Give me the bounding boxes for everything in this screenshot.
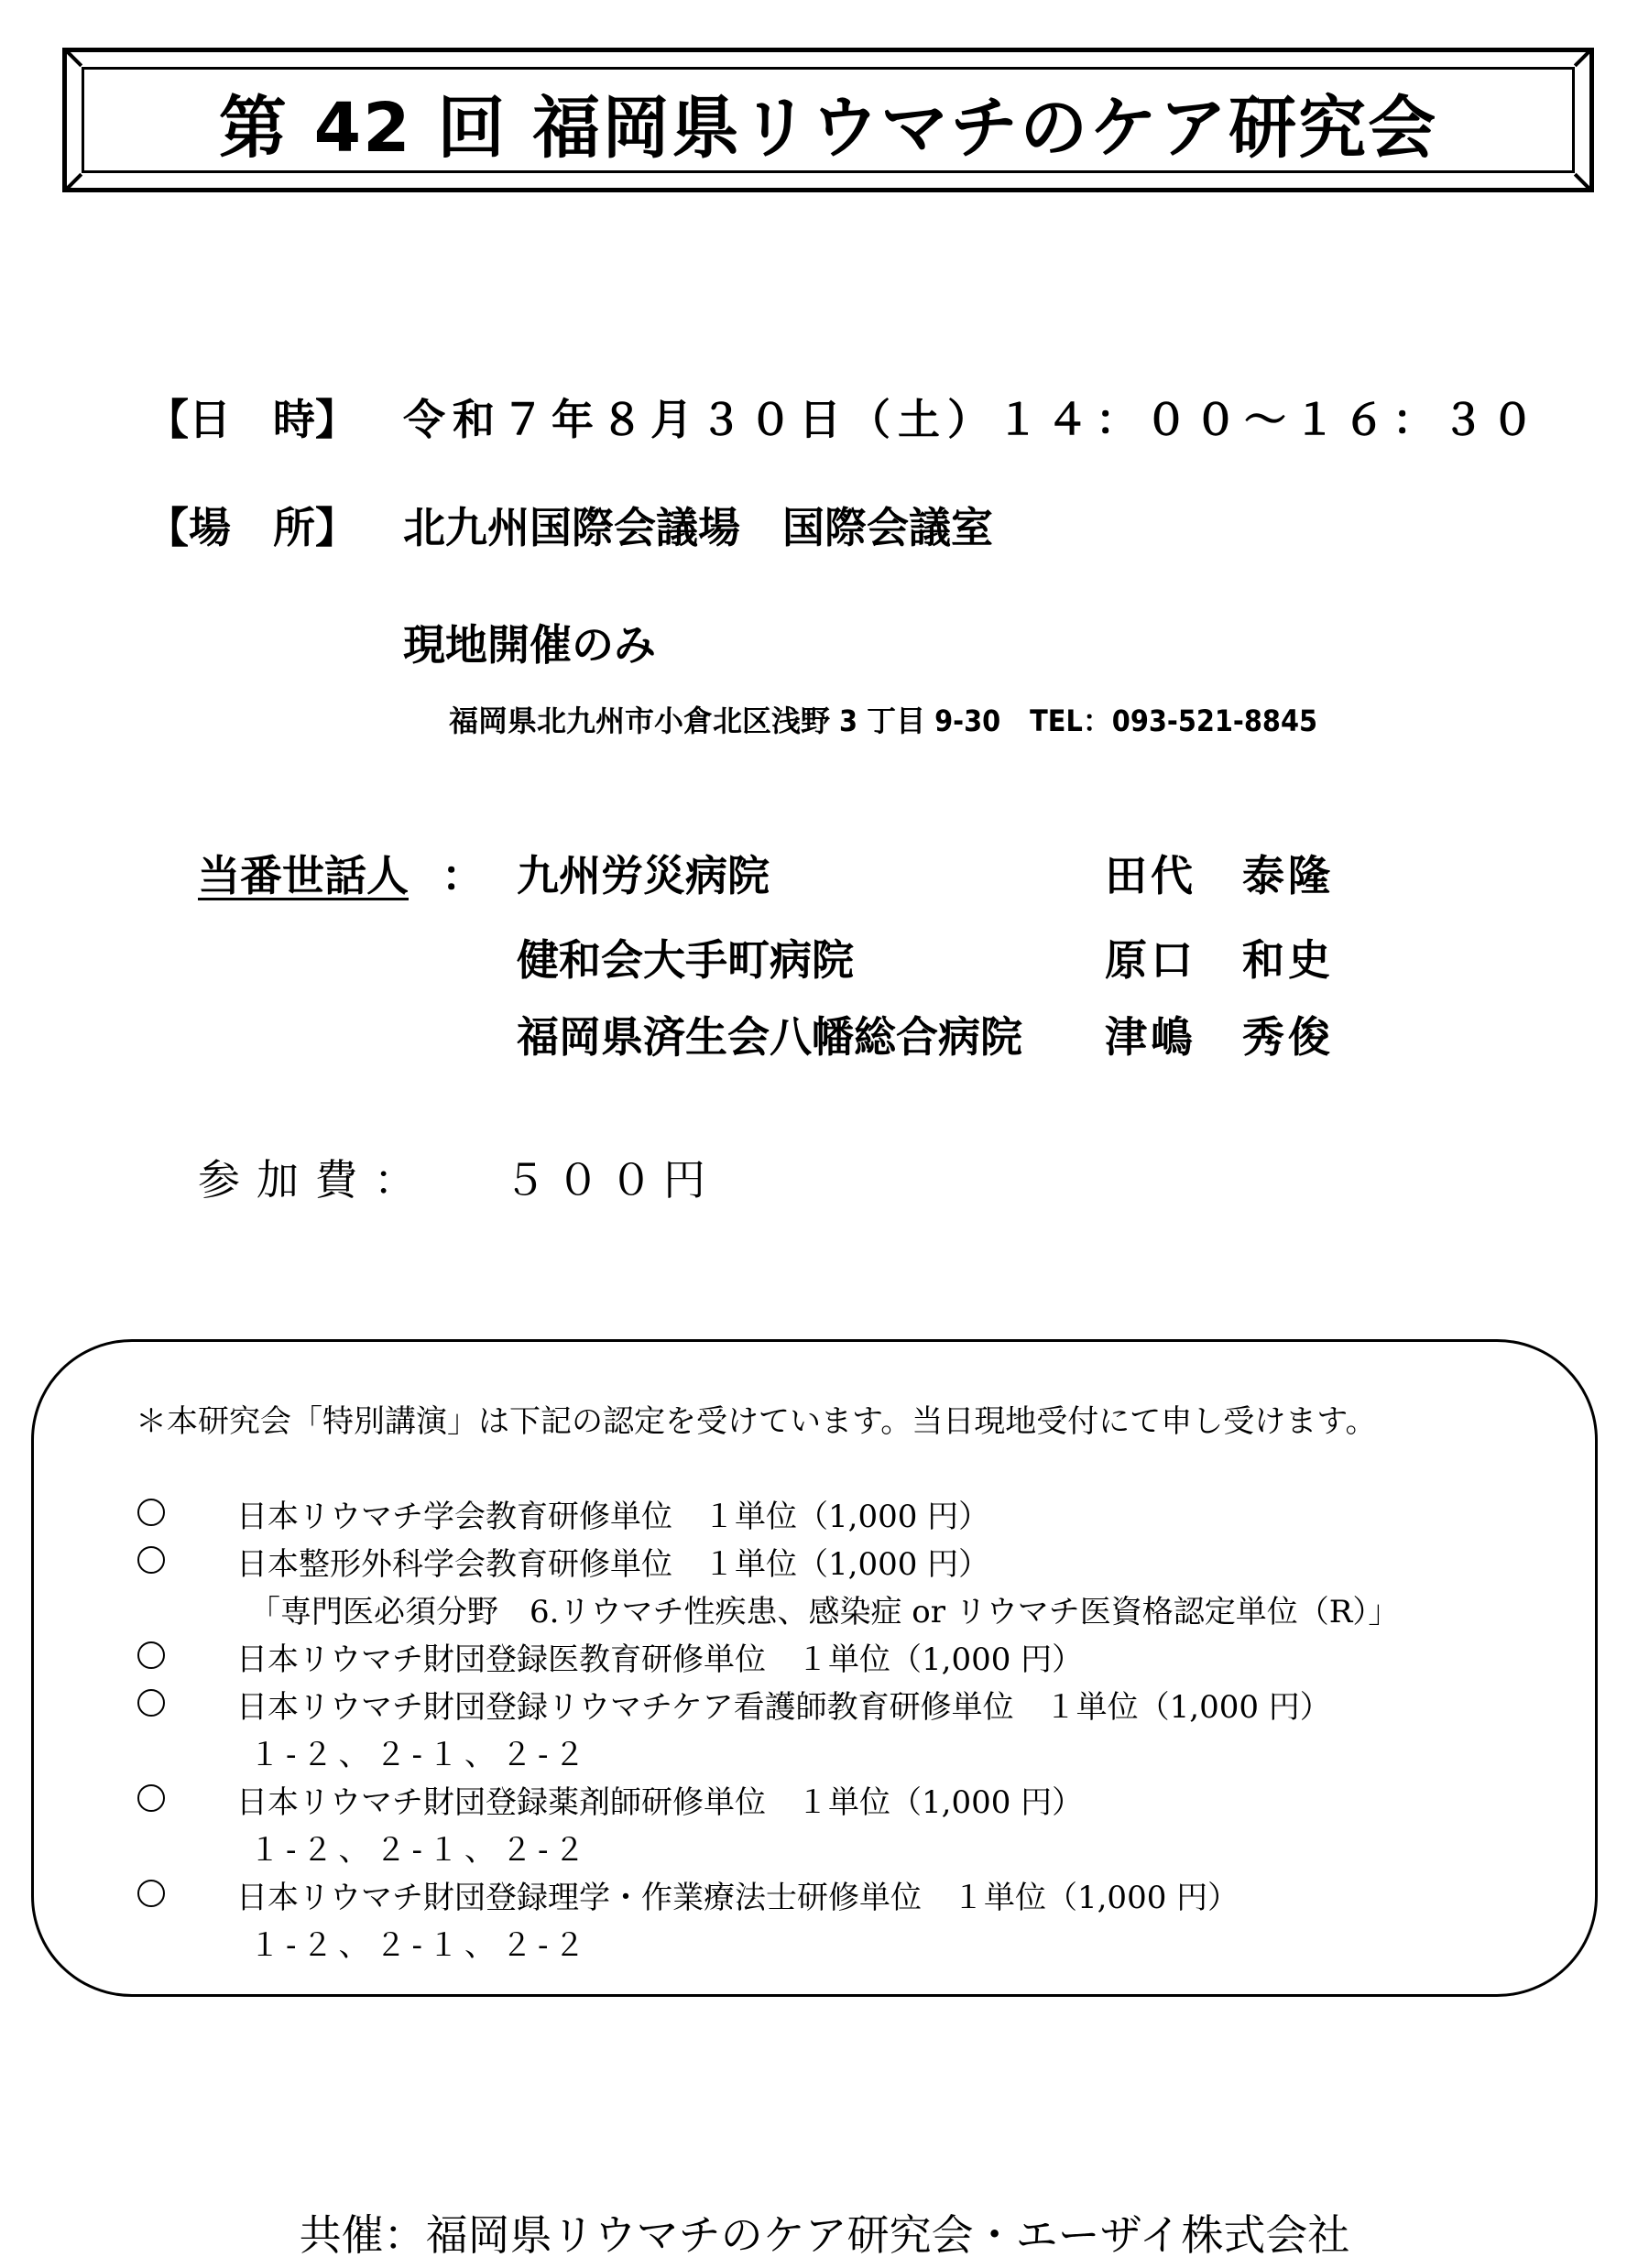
cert-item: 日本リウマチ学会教育研修単位 １単位（1,000 円） [236,1499,990,1535]
fee-label: 参加費： [198,1155,432,1205]
organizers-colon: ： [442,851,484,900]
cert-item-sub: 「専門医必須分野 6.リウマチ性疾患、感染症 or リウマチ医資格認定単位（R）」 [249,1594,1400,1630]
footer-cosponsor: 共催：福岡県リウマチのケア研究会・エーザイ株式会社 [299,2210,1350,2260]
fee-value: ５００円 [504,1155,716,1205]
circle-bullet-icon [137,1689,165,1717]
place-value: 北九州国際会議場 国際会議室 [403,503,993,552]
organizer-name: 田代 泰隆 [1105,851,1334,900]
organizer-name: 原口 和史 [1105,935,1334,985]
cert-item-sub: １-２、２-１、２-２ [249,1737,591,1773]
cert-item: 日本リウマチ財団登録理学・作業療法士研修単位 １単位（1,000 円） [236,1880,1239,1916]
frame-corner [1574,50,1590,67]
place-label: 【場 所】 [147,503,357,552]
page-title: 第 42 回 福岡県リウマチのケア研究会 [218,89,1438,168]
date-value: 令和７年８月３０日（土）１４：００～１６：３０ [403,395,1541,444]
organizer-name: 津嶋 秀俊 [1105,1012,1334,1062]
frame-corner [1574,173,1590,190]
circle-bullet-icon [137,1880,165,1907]
cert-item: 日本リウマチ財団登録薬剤師研修単位 １単位（1,000 円） [236,1784,1084,1821]
cert-item-sub: １-２、２-１、２-２ [249,1832,591,1869]
cert-item: 日本リウマチ財団登録リウマチケア看護師教育研修単位 １単位（1,000 円） [236,1689,1331,1726]
organizer-hospital: 九州労災病院 [517,851,770,900]
title-frame [62,48,1594,192]
onsite-note: 現地開催のみ [403,620,656,670]
date-label: 【日 時】 [147,395,357,444]
cert-item: 日本リウマチ財団登録医教育研修単位 １単位（1,000 円） [236,1641,1084,1678]
notice-heading: ＊本研究会「特別講演」は下記の認定を受けています。当日現地受付にて申し受けます。 [136,1403,1377,1440]
circle-bullet-icon [137,1546,165,1574]
frame-corner [66,50,82,67]
frame-corner [66,173,82,190]
organizer-hospital: 健和会大手町病院 [517,935,854,985]
circle-bullet-icon [137,1641,165,1669]
circle-bullet-icon [137,1499,165,1526]
organizer-hospital: 福岡県済生会八幡総合病院 [517,1012,1022,1062]
organizers-label: 当番世話人 [198,851,409,900]
cert-item: 日本整形外科学会教育研修単位 １単位（1,000 円） [236,1546,990,1583]
address: 福岡県北九州市小倉北区浅野 3 丁目 9-30 TEL：093-521-8845 [449,703,1318,738]
circle-bullet-icon [137,1784,165,1812]
cert-item-sub: １-２、２-１、２-２ [249,1927,591,1964]
